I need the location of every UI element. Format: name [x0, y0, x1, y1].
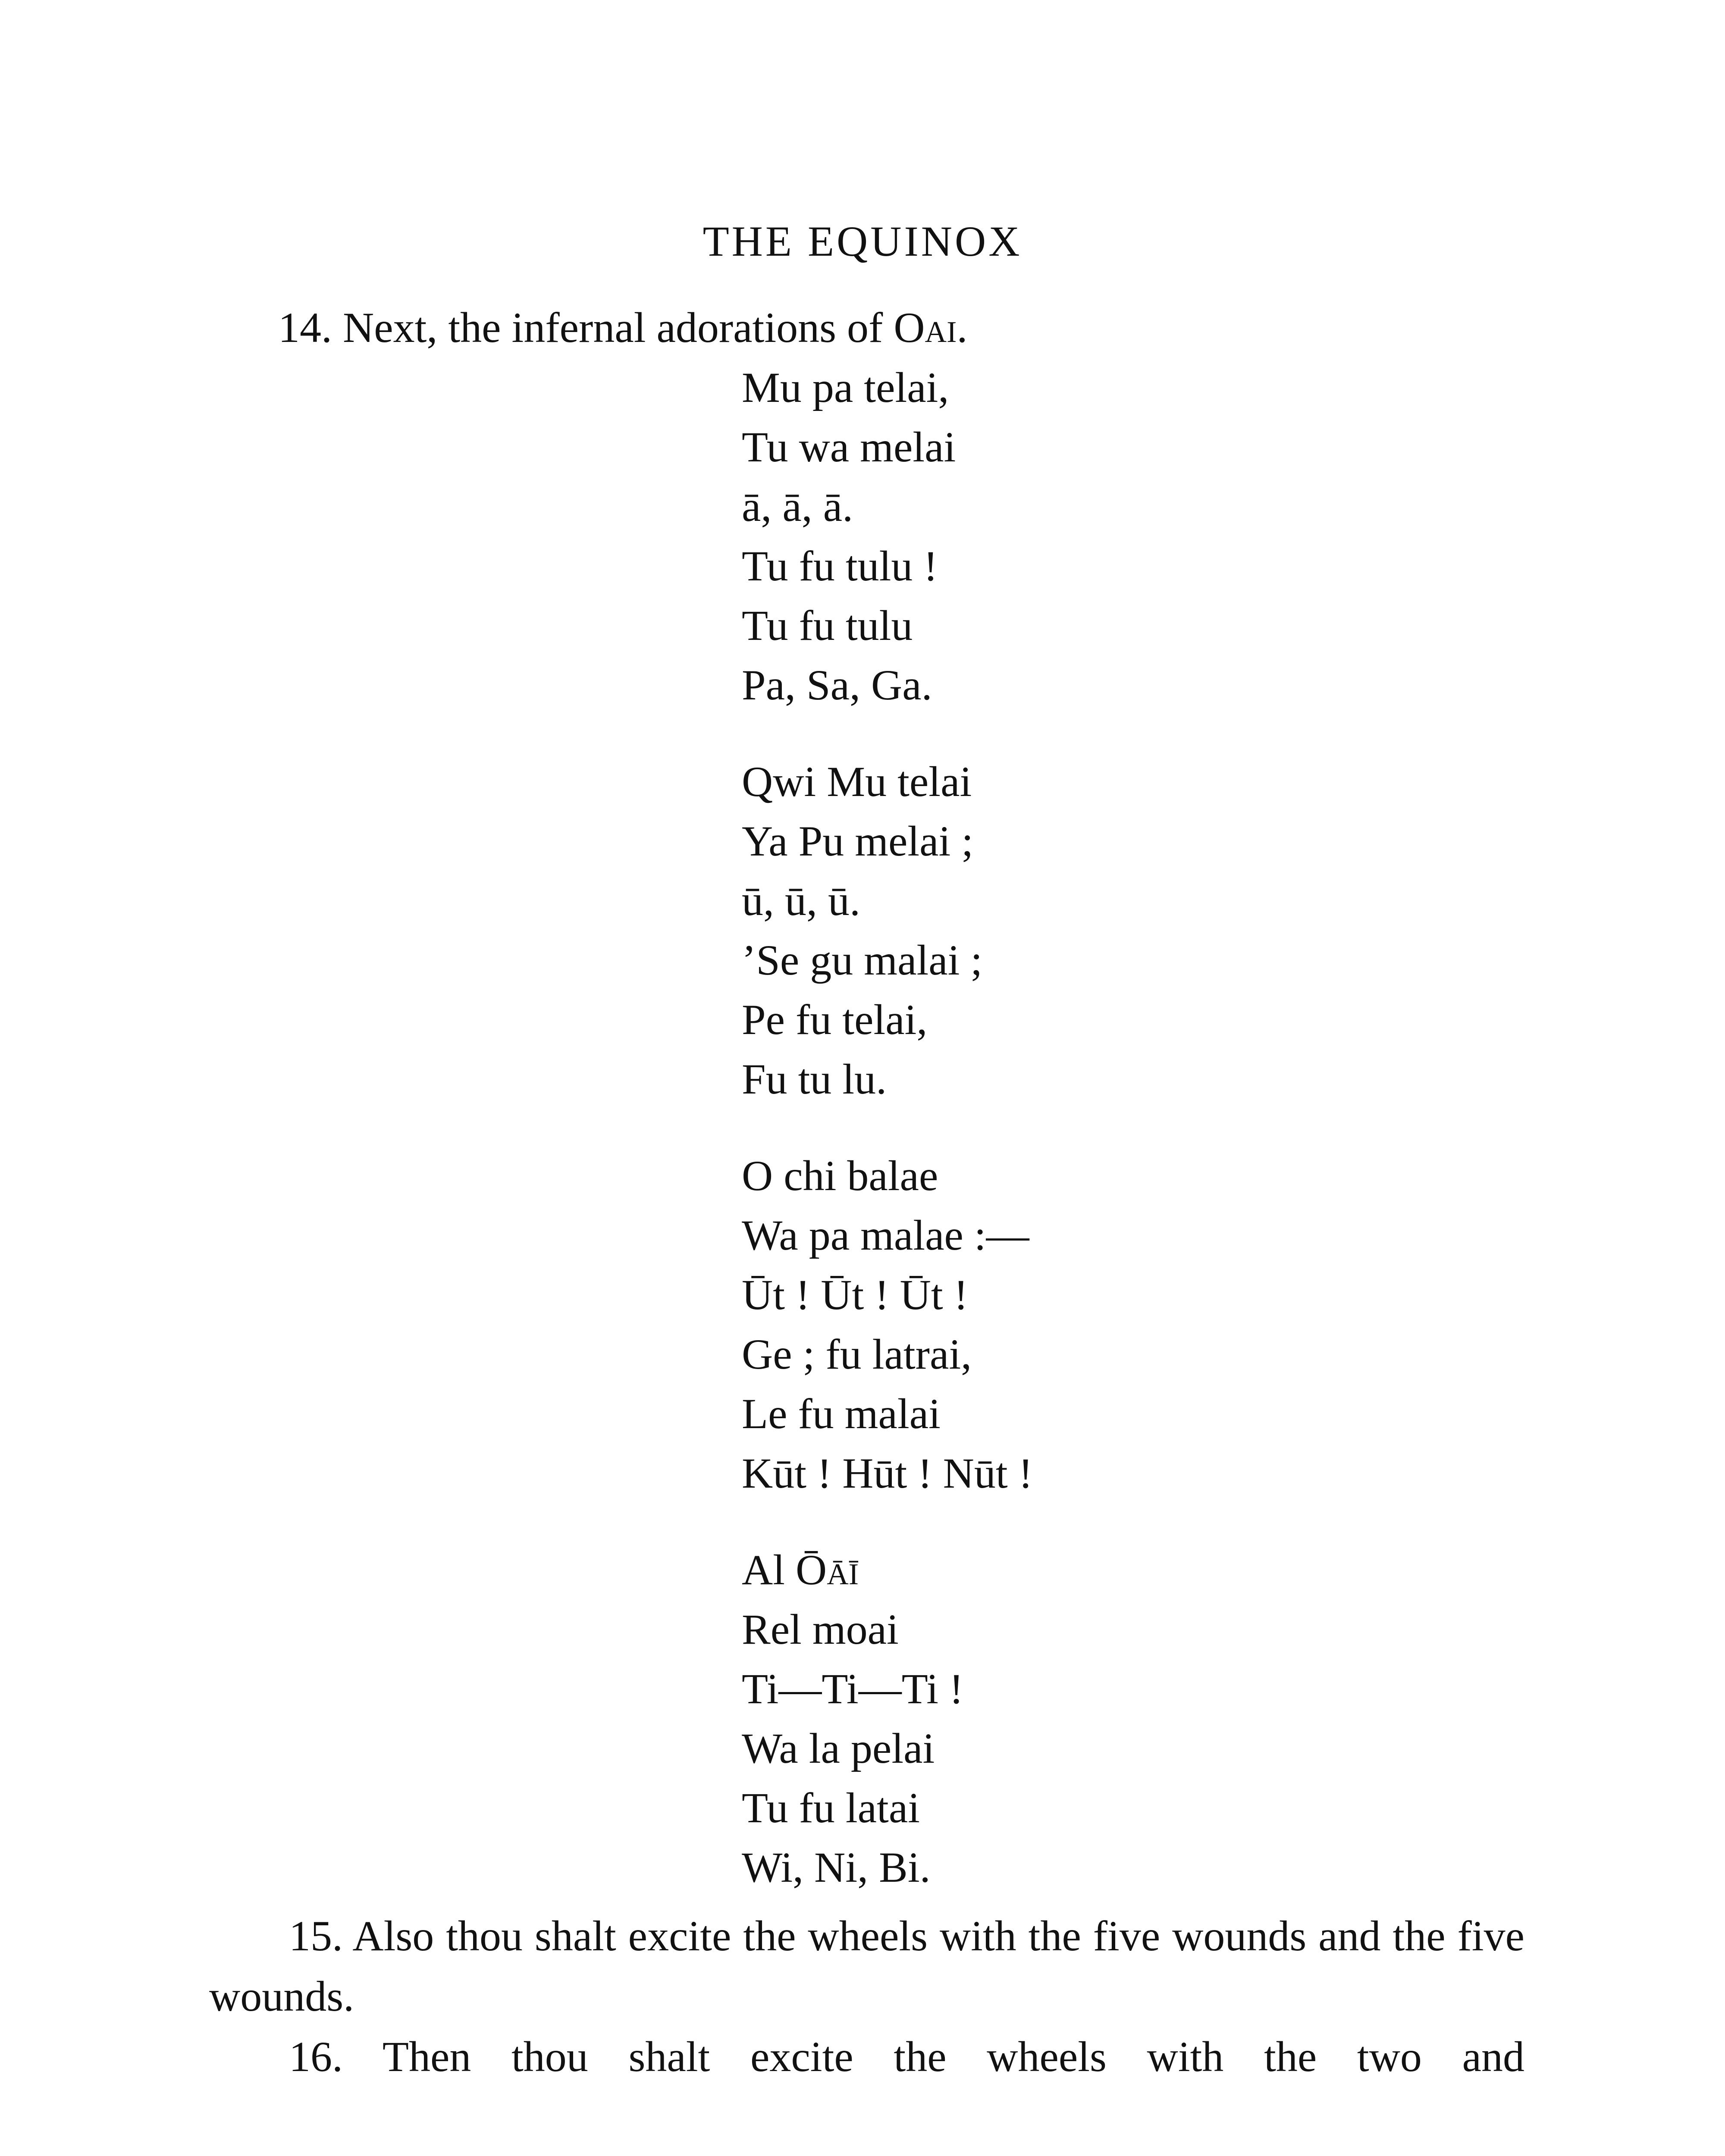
- verse-line: Ūt ! Ūt ! Ūt !: [742, 1271, 968, 1319]
- stanza-2: [742, 752, 1475, 1109]
- paragraph-16: 16. Then thou shalt excite the wheels with the two and: [289, 2033, 1524, 2081]
- verse-line: Tu fu tulu: [742, 602, 913, 649]
- paragraph-15: 15. Also thou shalt excite the wheels with the five wounds and the five wounds.: [209, 1912, 1524, 2020]
- verse-line: ’Se gu malai ;: [742, 936, 983, 984]
- verse-line-prefix: Al: [742, 1546, 796, 1594]
- verse-line: Ge ; fu latrai,: [742, 1330, 972, 1378]
- verse-line: Tu wa melai: [742, 423, 956, 471]
- verse-line: Pe fu telai,: [742, 996, 928, 1044]
- verse-line: Qwi Mu telai: [742, 758, 972, 805]
- incantation-verses: [742, 358, 1475, 1897]
- verse-line: Kūt ! Hūt ! Nūt !: [742, 1449, 1033, 1497]
- verse-line: Tu fu tulu !: [742, 542, 938, 590]
- verse-line: Fu tu lu.: [742, 1055, 887, 1103]
- verse-line: Ti—Ti—Ti !: [742, 1665, 964, 1713]
- verse-line: [742, 1540, 1475, 1600]
- verse-line-name: Ōāī: [796, 1546, 859, 1594]
- verse-line: Wa la pelai: [742, 1724, 935, 1772]
- stanza-1: [742, 358, 1475, 715]
- verse-line: Mu pa telai,: [742, 364, 949, 411]
- paragraph-14-name: Oai: [894, 304, 957, 351]
- verse-line: ā, ā, ā.: [742, 483, 853, 530]
- verse-line: Wi, Ni, Bi.: [742, 1843, 931, 1891]
- paragraph-14: [278, 298, 967, 358]
- verse-line: Pa, Sa, Ga.: [742, 661, 932, 709]
- verse-line: Rel moai: [742, 1605, 899, 1653]
- running-head-title: THE EQUINOX: [703, 217, 1022, 265]
- verse-line: Tu fu latai: [742, 1784, 920, 1832]
- stanza-4: [742, 1540, 1475, 1897]
- verse-line: ū, ū, ū.: [742, 877, 860, 924]
- verse-line: Ya Pu melai ;: [742, 817, 974, 865]
- paragraph-14-text: 14. Next, the infernal adorations of: [278, 304, 894, 351]
- verse-line: Wa pa malae :—: [742, 1211, 1029, 1259]
- stanza-3: [742, 1146, 1475, 1503]
- verse-line: O chi balae: [742, 1152, 938, 1200]
- paragraph-14-end: .: [957, 304, 968, 351]
- verse-line: Le fu malai: [742, 1390, 941, 1438]
